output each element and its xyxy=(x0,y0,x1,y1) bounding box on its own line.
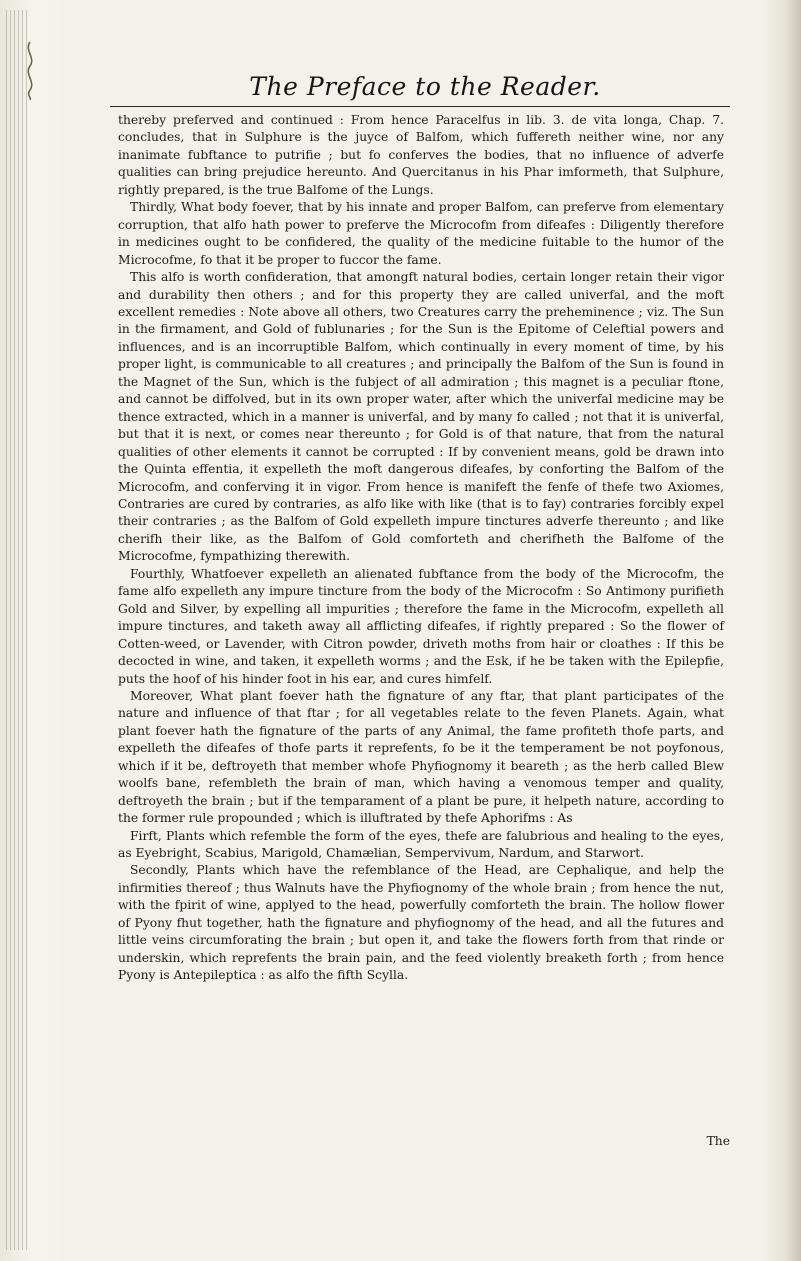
paragraph-continuation: thereby preferved and continued : From hence Paracelfus in lib. 3. de vita longa, Chap. 7. concludes, that in Sulphure is the juyce of Balfom, which fuffereth neither wine, nor any inanimate fubftance to putrifie ; but fo conferves the bodies, that no influence of adverfe qualities can bring prejudice hereunto. And Quercitanus in his Phar imformeth, that Sulphure, rightly prepared, is the true Balfome of the Lungs. xyxy=(118,113,724,197)
binding-stitch-lines xyxy=(6,10,28,1250)
paragraph-moreover: Moreover, What plant foever hath the fignature of any ftar, that plant participates of the nature and influence of that ftar ; for all vegetables relate to the feven Planets. Again, what plant foever hath the fignature of the parts of any Animal, the fame profiteth thofe parts, and expelleth the difeafes of thofe parts it reprefents, fo be it the temperament be not poyfonous, which if it be, deftroyeth that member whofe Phyfiognomy it beareth ; as the herb called Blew woolfs bane, refembleth the brain of man, which having a venomous temper and quality, deftroyeth the brain ; but if the temparament of a plant be pure, it helpeth nature, according to the former rule propounded ; which is illuftrated by thefe Aphorifms : As xyxy=(118,688,724,826)
page-header xyxy=(110,72,740,106)
page-edge-shadow xyxy=(761,0,801,1261)
header-rule xyxy=(110,106,730,107)
binding-ornament-icon xyxy=(20,40,40,100)
paragraph-consideration: This alfo is worth confideration, that amongft natural bodies, certain longer retain their vigor and durability then others ; and for this property they are called univerfal, and the moft excellent remedies : Note above all others, two Creatures carry the preheminence ; viz. The Sun in the firmament, and Gold of fublunaries ; for the Sun is the Epitome of Celeftial powers and influences, and is an incorruptible Balfom, which continually in every moment of time, by his proper light, is communicable to all creatures ; and principally the Balfom of the Sun is found in the Magnet of the Sun, which is the fubject of all admiration ; this magnet is a peculiar ftone, and cannot be diffolved, but in its own proper water, after which the univerfal medicine may be thence extracted, which in a manner is univerfal, and by many fo called ; not that it is univerfal, but that it is next, or comes near thereunto ; for Gold is of that nature, that from the natural qualities of other elements it cannot be corrupted : If by convenient means, gold be drawn into the Quinta effentia, it expelleth the moft dangerous difeafes, by conforting the Balfom of the Microcofm, and conferving it in vigor. From hence is manifeft the fenfe of thefe two Axiomes, Contraries are cured by contraries, as alfo like with like (that is to fay) contraries forcibly expel their contraries ; as the Balfom of Gold expelleth impure tinctures adverfe thereunto ; and like cherifh their like, as the Balfom of Gold comforteth and cherifheth the Balfome of the Microcofme, fympathizing therewith. xyxy=(118,270,724,564)
body-text xyxy=(118,112,724,985)
paragraph-thirdly: Thirdly, What body foever, that by his innate and proper Balfom, can preferve from elementary corruption, that alfo hath power to preferve the Microcofm from difeafes : Diligently therefore in medicines ought to be confidered, the quality of the medicine fuitable to the humor of the Microcofme, fo that it be proper to fuccor the fame. xyxy=(118,200,724,267)
binding-gutter xyxy=(0,0,62,1261)
catchword: The xyxy=(706,1134,730,1148)
paragraph-first: Firft, Plants which refemble the form of the eyes, thefe are falubrious and healing to the eyes, as Eyebright, Scabius, Marigold, Chamælian, Sempervivum, Nardum, and Starwort. xyxy=(118,828,724,861)
paragraph-secondly: Secondly, Plants which have the refemblance of the Head, are Cephalique, and help the infirmities thereof ; thus Walnuts have the Phyfiognomy of the whole brain ; from hence the nut, with the fpirit of wine, applyed to the head, powerfully comforteth the brain. The hollow flower of Pyony fhut together, hath the fignature and phyfiognomy of the head, and all the futures and little veins circumforating the brain ; but open it, and take the flowers forth from that rinde or underskin, which reprefents the brain pain, and the feed violently breaketh forth ; from hence Pyony is Antepileptica : as alfo the fifth Scylla. xyxy=(118,863,724,983)
running-title: The Preface to the Reader. xyxy=(249,72,601,101)
paragraph-fourthly: Fourthly, Whatfoever expelleth an alienated fubftance from the body of the Microcofm, the fame alfo expelleth any impure tincture from the body of the Microcofm : So Antimony purifieth Gold and Silver, by expelling all impurities ; therefore the fame in the Microcofm, expelleth all impure tinctures, and taketh away all afflicting difeafes, if rightly prepared : So the flower of Cotten-weed, or Lavender, with Citron powder, driveth moths from hair or cloathes : If this be decocted in wine, and taken, it expelleth worms ; and the Esk, if he be taken with the Epilepfie, puts the hoof of his hinder foot in his ear, and cures himfelf. xyxy=(118,566,724,686)
